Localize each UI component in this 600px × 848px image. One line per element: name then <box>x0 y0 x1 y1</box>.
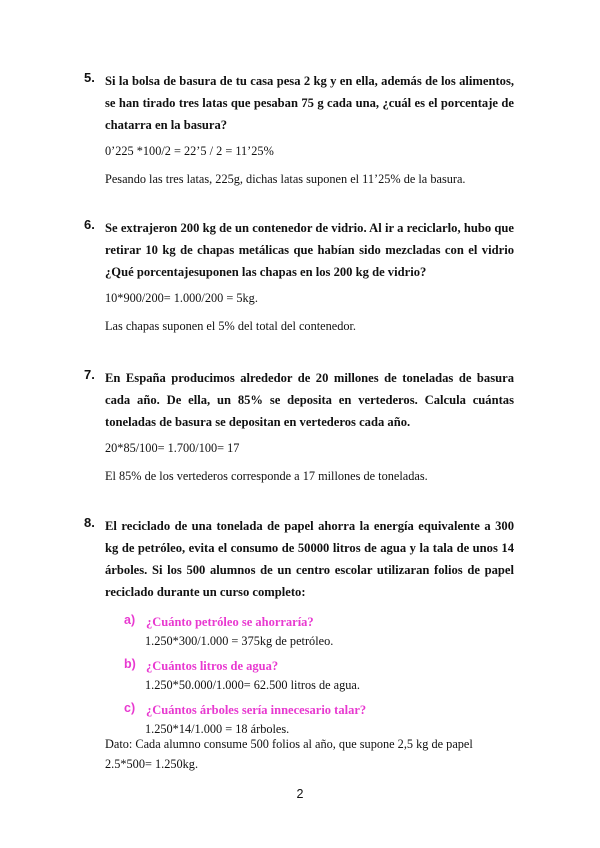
subquestion-letter: b) <box>124 657 136 671</box>
subquestion-answer: 1.250*50.000/1.000= 62.500 litros de agua. <box>145 678 360 692</box>
data-note-calculation: 2.5*500= 1.250kg. <box>105 757 199 771</box>
question-6 <box>84 217 514 334</box>
subquestion-c <box>124 701 514 721</box>
question-7 <box>84 367 514 484</box>
question-text: Si la bolsa de basura de tu casa pesa 2 kg y en ella, además de los alimentos, se han tirado tres latas que pesaban 75 g cada una, ¿cuál es el porcentaje de chatarra en la basura? <box>105 74 514 132</box>
question-number: 5. <box>84 70 95 85</box>
calculation: 10*900/200= 1.000/200 = 5kg. <box>105 291 258 305</box>
page-number: 2 <box>296 787 304 801</box>
subquestion-answer: 1.250*300/1.000 = 375kg de petróleo. <box>145 634 334 648</box>
calculation: 0’225 *100/2 = 22’5 / 2 = 11’25% <box>105 144 274 158</box>
question-number: 6. <box>84 217 95 232</box>
subquestion-letter: c) <box>124 701 136 715</box>
question-number: 8. <box>84 515 95 530</box>
subquestion-text: ¿Cuánto petróleo se ahorraría? <box>146 615 314 629</box>
question-5 <box>84 70 514 187</box>
answer: El 85% de los vertederos corresponde a 17 millones de toneladas. <box>105 469 428 483</box>
data-note: Dato: Cada alumno consume 500 folios al año, que supone 2,5 kg de papel <box>105 737 473 751</box>
question-8 <box>84 515 514 745</box>
question-text: En España producimos alrededor de 20 millones de toneladas de basura cada año. De ella, un 85% se deposita en vertederos. Calcula cuántas toneladas de basura se depositan en vertederos cada año. <box>105 371 514 429</box>
subquestion-text: ¿Cuántos árboles sería innecesario talar? <box>146 703 367 717</box>
question-text: Se extrajeron 200 kg de un contenedor de vidrio. Al ir a reciclarlo, hubo que retirar 10 kg de chapas metálicas que habían sido mezcladas con el vidrio ¿Qué porcentajesuponen las chapas en los 200 kg de vidrio? <box>105 221 514 279</box>
question-number: 7. <box>84 367 95 382</box>
subquestion-answer: 1.250*14/1.000 = 18 árboles. <box>145 722 290 736</box>
subquestion-a <box>124 613 514 633</box>
answer: Pesando las tres latas, 225g, dichas latas suponen el 11’25% de la basura. <box>105 172 466 186</box>
question-text: El reciclado de una tonelada de papel ahorra la energía equivalente a 300 kg de petróleo, evita el consumo de 50000 litros de agua y la tala de unos 14 árboles. Si los 500 alumnos de un centro escolar utilizaran folios de papel reciclado durante un curso completo: <box>105 519 514 599</box>
subquestion-text: ¿Cuántos litros de agua? <box>146 659 279 673</box>
subquestion-letter: a) <box>124 613 136 627</box>
subquestion-b <box>124 657 514 677</box>
calculation: 20*85/100= 1.700/100= 17 <box>105 441 240 455</box>
answer: Las chapas suponen el 5% del total del contenedor. <box>105 319 356 333</box>
